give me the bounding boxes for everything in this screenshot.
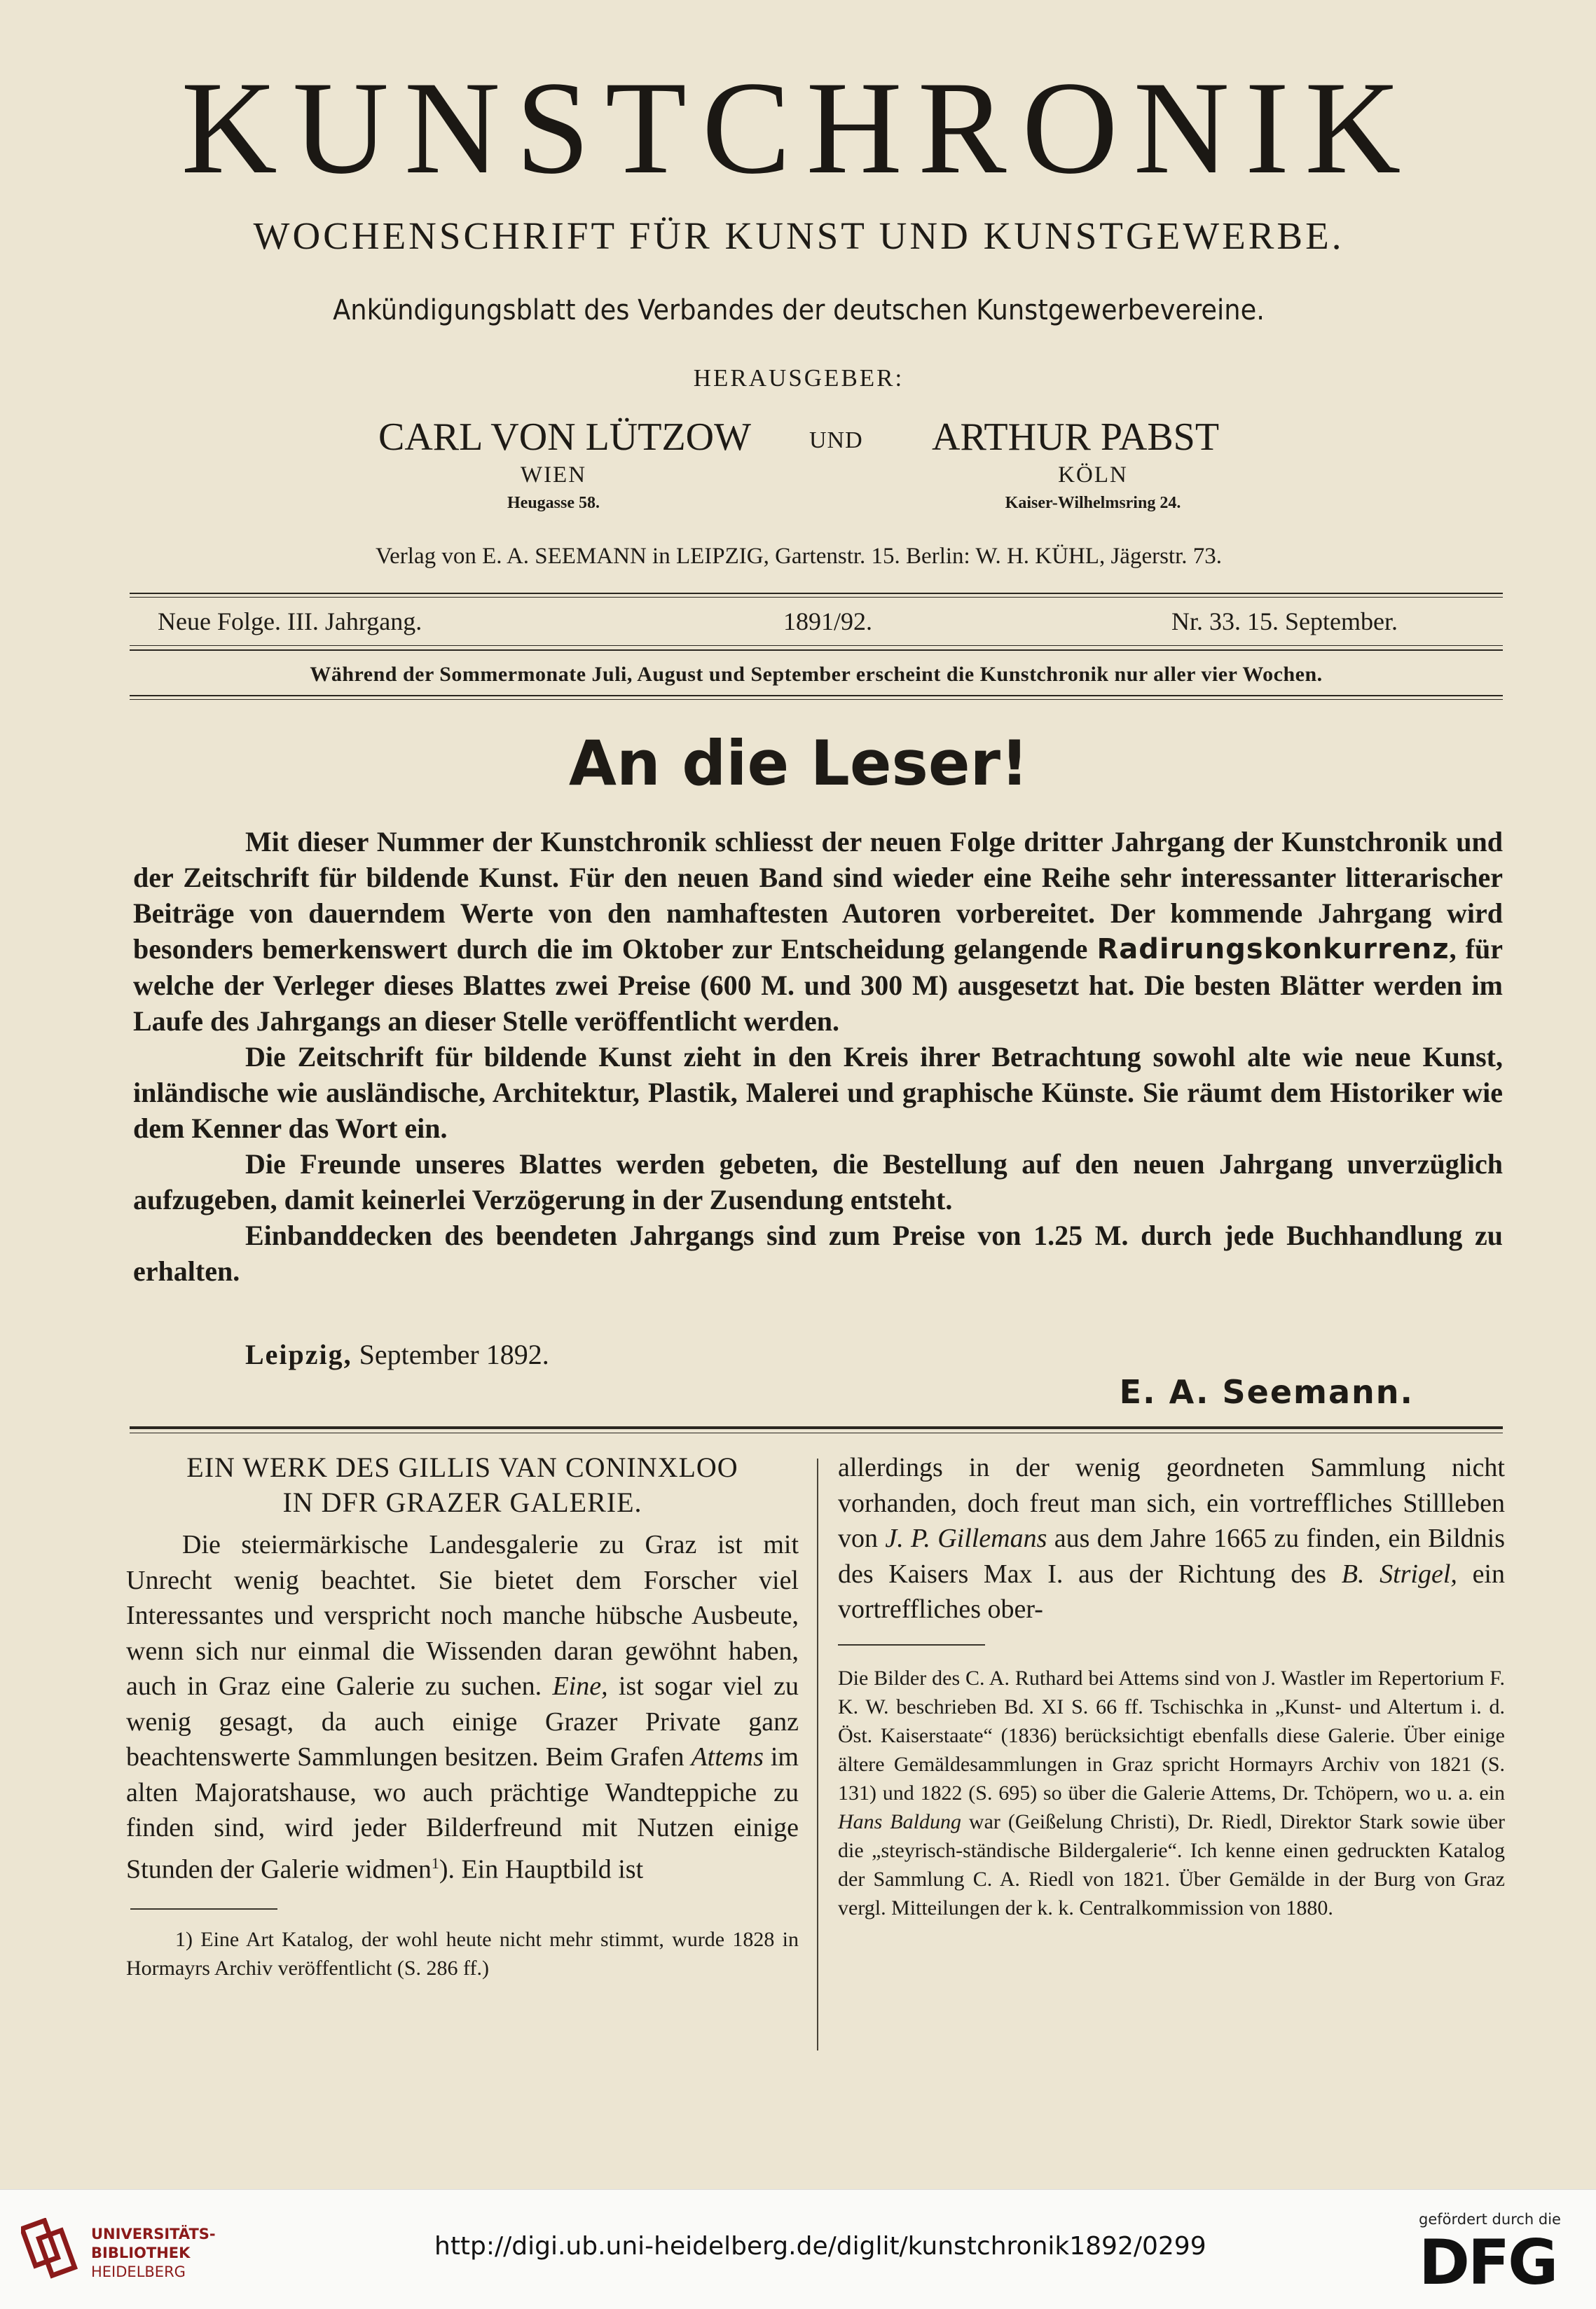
library-name [91,2225,216,2282]
issue-year: 1891/92. [783,607,873,635]
herausgeber-label: HERAUSGEBER: [693,364,904,392]
right-text-b: aus dem Jahre 1665 zu finden, ein Bildnis des Kaisers Max I. aus der Richtung des [838,1524,1505,1589]
issue-folge: Neue Folge. III. Jahrgang. [158,607,422,635]
rule-mid [130,645,1503,646]
editor1-city: WIEN [520,462,587,488]
right-emphasis-1: J. P. Gillemans [885,1524,1047,1553]
column-separator [817,1459,818,2050]
editor1-address: Heugasse 58. [507,494,600,512]
rule-top-thin [130,597,1503,598]
signature-date: September 1892. [352,1339,549,1370]
left-text-a: Die steiermärkische Landesgalerie zu Graz ist mit Unrecht wenig beachtet. Sie bietet dem Forscher viel Interessantes und verspricht noch manche hübsche Ausbeute, wenn sich nur einmal die Wissenden daran gewöhnt haben, auch in Graz eine Galerie zu suchen. [126,1530,799,1701]
library-line3: HEIDELBERG [91,2263,186,2280]
footnote2-text-b: war (Geißelung Christi), Dr. Riedl, Direktor Stark sowie über die „steyrisch-ständische Bildergalerie“. Ich kenne einen gedruckten Katalog der Sammlung C. A. Riedl von 1821. Über Gemälde in der Burg von Graz vergl. Mitteilungen der k. k. Centralkommission von 1880. [838,1810,1506,1919]
editor1-name: CARL VON LÜTZOW [378,415,751,459]
rule-notice-thin [130,699,1503,700]
signature-place: Leipzig, [245,1339,352,1370]
article-title [126,1450,799,1520]
und-label: UND [809,427,863,453]
editor2-address: Kaiser-Wilhelmsring 24. [1005,494,1181,512]
article-left-column [126,1450,799,1983]
leser-p1-text: Mit dieser Nummer der Kunstchronik schliesst der neuen Folge dritter Jahrgang der Kunstchronik und der Zeitschrift für bildende Kunst. Für den neuen Band sind wieder eine Reihe sehr interessanter litterarischer Beiträge von dauerndem Werte von den namhaftesten Autoren vorbereitet. Der kommende Jahrgang wird besonders bemerkenswert durch die im Oktober zur Entscheidung gelangende [133,826,1503,965]
publisher-line: Verlag von E. A. SEEMANN in LEIPZIG, Gartenstr. 15. Berlin: W. H. KÜHL, Jägerstr. 73. [375,544,1223,569]
left-text-b: ist sogar viel zu wenig gesagt, da auch einige Grazer Private ganz beachtenswerte Sammlungen besitzen. Beim Grafen [126,1672,799,1772]
article-title-line1: EIN WERK DES GILLIS VAN CONINXLOO [186,1452,738,1483]
article-left-body [126,1527,799,1887]
leser-paragraph: Die Freunde unseres Blattes werden gebeten, die Bestellung auf den neuen Jahrgang unverzüglich aufzugeben, damit keinerlei Verzögerung in der Zusendung entsteht. [133,1148,1503,1215]
signature-location [245,1338,549,1371]
editor2-name: ARTHUR PABST [932,415,1220,459]
rule-top [130,593,1503,594]
signature-name: E. A. Seemann. [1119,1373,1414,1411]
leser-paragraph [133,824,1503,1039]
leser-paragraph: Die Zeitschrift für bildende Kunst zieht in den Kreis ihrer Betrachtung sowohl alte wie neue Kunst, inländische wie ausländische, Architektur, Plastik, Malerei und graphische Künste. Sie räumt dem Historiker wie dem Kenner das Wort ein. [133,1041,1503,1144]
right-emphasis-2: B. Strigel, [1341,1559,1457,1589]
left-text-c: im alten Majoratshause, wo auch prächtige Wandteppiche zu finden sind, wird jeder Bilderfreund mit Nutzen einige Stunden der Galerie widmen [126,1742,799,1884]
library-line1: UNIVERSITÄTS- [91,2226,216,2242]
editor2-city: KÖLN [1058,462,1128,488]
left-text-d: ). Ein Hauptbild ist [439,1854,644,1884]
summer-notice: Während der Sommermonate Juli, August und September erscheint die Kunstchronik nur aller vier Wochen. [310,663,1323,686]
rule-article [130,1426,1503,1429]
footnote2-emphasis: Hans Baldung [838,1810,961,1833]
footnote-rule [130,1908,277,1910]
dfg-logo: DFG [1419,2226,1557,2298]
source-url-link[interactable]: http://digi.ub.uni-heidelberg.de/diglit/kunstchronik1892/0299 [434,2232,1206,2261]
leser-body [133,824,1503,1289]
article-title-line2: IN DFR GRAZER GALERIE. [282,1487,642,1518]
footnote-1: 1) Eine Art Katalog, der wohl heute nicht mehr stimmt, wurde 1828 in Hormayrs Archiv veröffentlicht (S. 286 ff.) [126,1927,799,1980]
funded-by-label: gefördert durch die [1419,2211,1561,2228]
article-right-column [838,1450,1505,1922]
left-emphasis-1: Eine, [552,1672,608,1701]
footnote-marker: 1 [431,1854,439,1872]
right-text-a: allerdings in der wenig geordneten Sammlung nicht vorhanden, doch freut man sich, ein vortreffliches Stillleben von [838,1453,1505,1553]
rule-mid-thick [130,649,1503,651]
issue-number: Nr. 33. 15. September. [1171,607,1398,635]
rule-notice [130,695,1503,696]
right-text-c: ein vortreffliches ober- [838,1559,1505,1624]
leser-p1-text-end: , für welche der Verleger dieses Blattes zwei Preise (600 M. und 300 M) ausgesetzt hat. Die besten Blätter werden im Laufe des Jahrgangs an dieser Stelle veröffentlicht werden. [133,933,1503,1037]
footnote-2 [838,1664,1505,1922]
footnote-rule-right [838,1644,985,1646]
leser-paragraph: Einbanddecken des beendeten Jahrgangs sind zum Preise von 1.25 M. durch jede Buchhandlung zu erhalten. [133,1220,1503,1287]
footnote2-text-a: Die Bilder des C. A. Ruthard bei Attems sind von J. Wastler im Repertorium F. K. W. beschrieben Bd. XI S. 66 ff. Tschischka in „Kunst- und Altertum i. d. Öst. Kaiserstaate“ (1836) berücksichtigt ebenfalls diese Galerie. Über einige ältere Gemäldesammlungen in Graz spricht Hormayrs Archiv von 1821 (S. 131) und 1822 (S. 695) so über die Galerie Attems, Dr. Tchöpern, wo u. a. ein [838,1666,1505,1805]
footer-bar [0,2189,1596,2309]
masthead-title: KUNSTCHRONIK [181,55,1417,202]
leser-p1-emphasis: Radirungskonkurrenz [1096,933,1450,965]
left-emphasis-2: Attems [691,1742,764,1772]
article-right-body [838,1450,1505,1627]
university-library-logo-icon [21,2218,84,2281]
library-line2: BIBLIOTHEK [91,2245,191,2261]
leser-title: An die Leser! [568,727,1029,799]
announcement-line: Ankündigungsblatt des Verbandes der deutschen Kunstgewerbevereine. [333,294,1265,326]
masthead-subtitle: WOCHENSCHRIFT FÜR KUNST UND KUNSTGEWERBE. [253,214,1344,257]
